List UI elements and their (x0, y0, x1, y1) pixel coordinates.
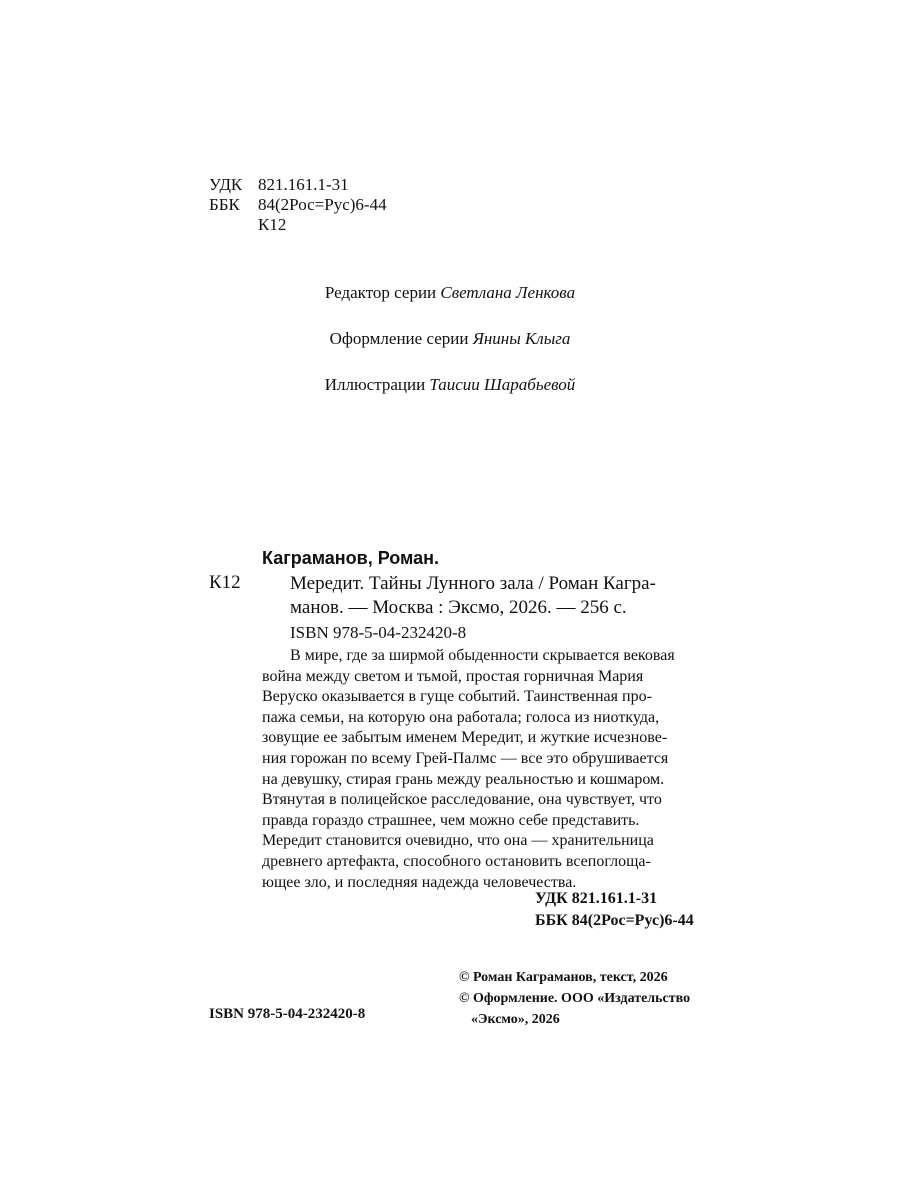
abstract-line: древнего артефакта, способного остановить всепоглоща- (262, 852, 651, 870)
design-prefix: Оформление серии (329, 329, 473, 348)
udk-value: 821.161.1-31 (258, 175, 349, 194)
record-code: К12 (209, 572, 241, 593)
record-bbk: ББК 84(2Рос=Рус)6-44 (535, 912, 694, 929)
bbk-row (209, 195, 387, 215)
abstract-line: война между светом и тьмой, простая горничная Мария (262, 667, 644, 685)
abstract-line: ния горожан по всему Грей-Палмс — все это обрушивается (262, 749, 669, 767)
udk-label: УДК (209, 175, 243, 194)
copyright-design: © Оформление. ООО «Издательство (459, 991, 691, 1006)
illustr-prefix: Иллюстрации (324, 375, 430, 394)
editor-prefix: Редактор серии (324, 283, 441, 302)
abstract-line: правда гораздо страшнее, чем можно себе представить. (262, 811, 640, 829)
bbk-label: ББК (209, 195, 240, 214)
abstract-line: ющее зло, и последняя надежда человечества. (262, 873, 577, 891)
illustrations-credit (0, 375, 900, 395)
series-design-credit (0, 329, 900, 349)
record-author: Каграманов, Роман. (262, 548, 440, 568)
abstract-line: пажа семьи, на которую она работала; голоса из ниоткуда, (262, 708, 660, 726)
bbk-value: 84(2Рос=Рус)6-44 (258, 195, 387, 214)
isbn-bottom: ISBN 978-5-04-232420-8 (209, 1006, 366, 1022)
record-title-line-2: манов. — Москва : Эксмо, 2026. — 256 с. (290, 597, 627, 618)
illustr-name: Таисии Шарабьевой (429, 375, 576, 394)
copyright-design-cont: «Эксмо», 2026 (471, 1012, 560, 1027)
copyright-text: © Роман Каграманов, текст, 2026 (459, 970, 668, 985)
editor-name: Светлана Ленкова (440, 283, 576, 302)
author-mark-row (209, 215, 387, 235)
record-udk: УДК 821.161.1-31 (535, 890, 658, 907)
classification-block (209, 175, 387, 235)
abstract (262, 646, 730, 893)
abstract-line: В мире, где за ширмой обыденности скрывается вековая (290, 647, 675, 664)
udk-row (209, 175, 387, 195)
abstract-line: на девушку, стирая грань между реальностью и кошмаром. (262, 770, 665, 788)
record-isbn: ISBN 978-5-04-232420-8 (290, 623, 467, 642)
abstract-line: Втянутая в полицейское расследование, она чувствует, что (262, 791, 662, 809)
abstract-line: зовущие ее забытым именем Мередит, и жуткие исчезнове- (262, 729, 668, 747)
record-title-line-1: Мередит. Тайны Лунного зала / Роман Кагра- (290, 573, 656, 594)
series-editor-credit (0, 283, 900, 303)
abstract-line: Веруско оказывается в гуще событий. Таинственная про- (262, 688, 652, 706)
author-mark: К12 (258, 215, 287, 234)
abstract-line: Мередит становится очевидно, что она — хранительница (262, 832, 654, 850)
design-name: Янины Клыга (472, 329, 571, 348)
